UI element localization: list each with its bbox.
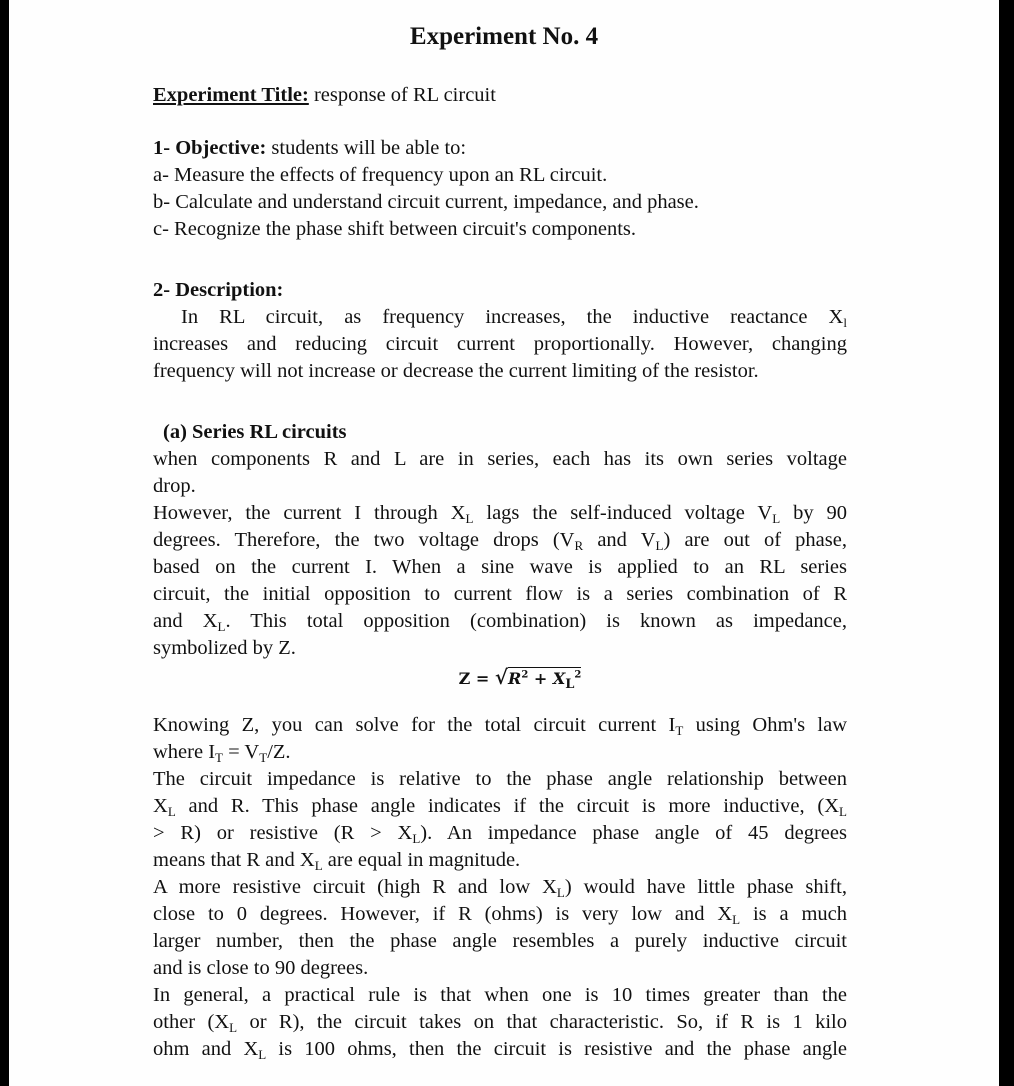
ohm-line: [153, 739, 847, 766]
series-line: [153, 608, 847, 635]
experiment-title-line: [153, 82, 847, 109]
text-run: are equal in magnitude.: [322, 849, 521, 871]
objective-item: b- Calculate and understand circuit current, impedance, and phase.: [153, 191, 699, 213]
objective-section: [153, 135, 847, 243]
general-line: [153, 1036, 847, 1063]
text-run: is 100 ohms, then the circuit is resistive and the phase angle: [266, 1038, 848, 1060]
description-line: [153, 304, 847, 331]
document-page: [9, 0, 999, 1086]
subscript: L: [412, 831, 421, 846]
text-run: ohm and X: [153, 1038, 259, 1060]
text-run: ). An impedance phase angle of 45 degrees: [420, 822, 847, 844]
subscript: L: [258, 1047, 267, 1062]
subscript: T: [675, 723, 684, 738]
resistive-line: [153, 901, 847, 928]
subscript: T: [215, 750, 223, 765]
description-heading-text: 2- Description:: [153, 279, 284, 301]
series-line: drop.: [153, 475, 196, 497]
objective-item: c- Recognize the phase shift between circuit's components.: [153, 218, 637, 240]
text-run: is a much: [740, 903, 847, 925]
formula-r: R: [508, 669, 522, 688]
text-run: and X: [153, 610, 218, 632]
impedance-line: [153, 793, 847, 820]
text-run: However, the current I through X: [153, 502, 466, 524]
text-run: using Ohm's law: [683, 714, 847, 736]
text-run: where I: [153, 741, 216, 763]
objective-item: a- Measure the effects of frequency upon an RL circuit.: [153, 164, 608, 186]
subscript: L: [772, 511, 781, 526]
text-run: or R), the circuit takes on that characteristic. So, if R is 1 kilo: [237, 1011, 847, 1033]
text-run: degrees. Therefore, the two voltage drops (V: [153, 529, 575, 551]
text-run: = V: [222, 741, 260, 763]
subscript: L: [556, 885, 565, 900]
series-rl-heading: [153, 419, 847, 446]
text-run: other (X: [153, 1011, 230, 1033]
series-rl-heading-text: (a) Series RL circuits: [163, 421, 347, 443]
text-run: . This total opposition (combination) is known as impedance,: [225, 610, 847, 632]
impedance-line: The circuit impedance is relative to the phase angle relationship between: [153, 768, 847, 790]
text-run: A more resistive circuit (high R and low X: [153, 876, 557, 898]
formula-subscript: L: [565, 677, 575, 692]
series-line: [153, 527, 847, 554]
formula-x: X: [552, 669, 566, 688]
general-line: In general, a practical rule is that when one is 10 times greater than the: [153, 984, 847, 1006]
description-heading: [153, 277, 847, 304]
resistive-line: larger number, then the phase angle resembles a purely inductive circuit: [153, 930, 847, 952]
formula-plus: +: [528, 669, 553, 688]
subscript: R: [574, 538, 584, 553]
page-title: Experiment No. 4: [409, 23, 599, 50]
text-run: Knowing Z, you can solve for the total circuit current I: [153, 714, 676, 736]
series-line: circuit, the initial opposition to current flow is a series combination of R: [153, 583, 847, 605]
description-line: increases and reducing circuit current proportionally. However, changing: [153, 333, 847, 355]
formula-exponent: 2: [574, 669, 582, 681]
formula-exponent: 2: [521, 669, 529, 681]
objective-heading: 1- Objective:: [153, 137, 267, 159]
text-run: by 90: [780, 502, 848, 524]
impedance-line: [153, 820, 847, 847]
subscript: l: [843, 315, 847, 330]
text-run: ) would have little phase shift,: [564, 876, 847, 898]
text-run: In RL circuit, as frequency increases, the inductive reactance X: [181, 306, 844, 328]
ohm-line: [153, 712, 847, 739]
resistive-line: [153, 874, 847, 901]
subscript: L: [229, 1020, 238, 1035]
experiment-title-label: Experiment Title:: [153, 84, 309, 106]
series-rl-section: [153, 419, 847, 662]
subscript: L: [314, 858, 323, 873]
description-section: [153, 277, 847, 385]
series-line: when components R and L are in series, each has its own series voltage: [153, 448, 847, 470]
subscript: L: [839, 804, 847, 819]
resistive-line: and is close to 90 degrees.: [153, 957, 369, 979]
text-run: X: [153, 795, 168, 817]
subscript: T: [259, 750, 268, 765]
impedance-line: [153, 847, 847, 874]
subscript: L: [732, 912, 741, 927]
series-line: symbolized by Z.: [153, 637, 296, 659]
impedance-formula: [153, 662, 847, 712]
series-line: [153, 500, 847, 527]
experiment-title-value: response of RL circuit: [308, 84, 496, 106]
ohms-law-section: [153, 712, 847, 1063]
formula-radicand: [508, 667, 582, 692]
general-line: [153, 1009, 847, 1036]
text-run: /Z.: [267, 741, 291, 763]
sqrt-symbol: √: [494, 665, 509, 689]
text-run: and R. This phase angle indicates if the circuit is more inductive, (X: [175, 795, 840, 817]
series-line: based on the current I. When a sine wave is applied to an RL series: [153, 556, 847, 578]
subscript: L: [217, 619, 226, 634]
subscript: L: [465, 511, 474, 526]
subscript: L: [655, 538, 664, 553]
subscript: L: [167, 804, 176, 819]
text-run: lags the self-induced voltage V: [473, 502, 773, 524]
description-line: frequency will not increase or decrease the current limiting of the resistor.: [153, 360, 759, 382]
objective-heading-line: [153, 135, 847, 162]
text-run: > R) or resistive (R > X: [153, 822, 413, 844]
text-run: close to 0 degrees. However, if R (ohms) is very low and X: [153, 903, 733, 925]
text-run: and V: [583, 529, 656, 551]
formula-lhs: Z =: [458, 669, 495, 688]
document-body: [153, 82, 847, 1063]
objective-intro: students will be able to:: [266, 137, 467, 159]
text-run: means that R and X: [153, 849, 315, 871]
text-run: ) are out of phase,: [663, 529, 847, 551]
